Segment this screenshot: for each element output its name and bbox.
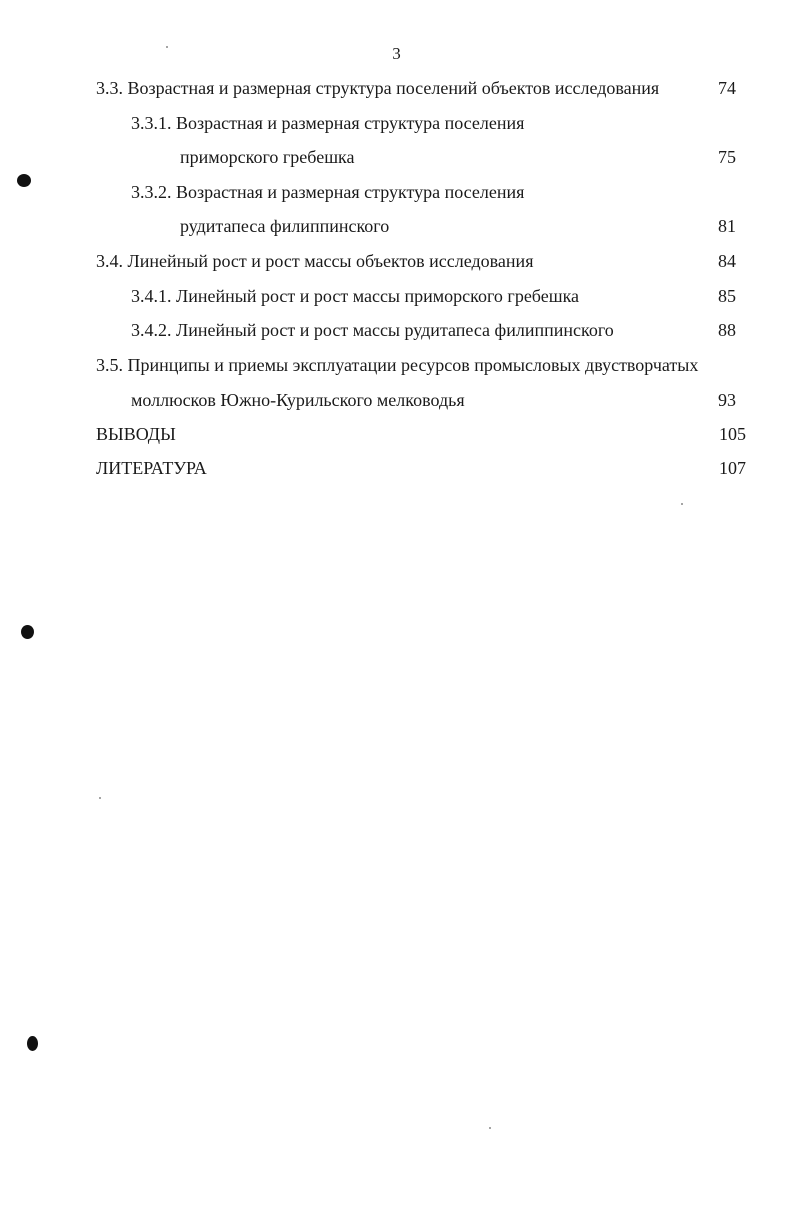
scan-speck	[166, 46, 168, 48]
toc-page-3-4-2: 88	[718, 320, 736, 340]
toc-entry-3-4: 3.4. Линейный рост и рост массы объектов исследования	[96, 251, 534, 271]
toc-entry-3-3-1: 3.3.1. Возрастная и размерная структура поселения	[131, 113, 525, 133]
toc-page-3-4: 84	[718, 251, 736, 271]
toc-page-3-4-1: 85	[718, 286, 736, 306]
scan-blot	[17, 174, 31, 187]
toc-page-3-3-2: 81	[718, 216, 736, 236]
toc-entry-3-4-1: 3.4.1. Линейный рост и рост массы приморского гребешка	[131, 286, 580, 306]
toc-page-conclusions: 105	[719, 424, 746, 444]
toc-entry-literature: ЛИТЕРАТУРА	[96, 458, 207, 478]
toc-entry-3-4-2: 3.4.2. Линейный рост и рост массы рудитапеса филиппинского	[131, 320, 614, 340]
toc-entry-3-3-2-cont: рудитапеса филиппинского	[180, 216, 390, 236]
toc-page-3-5: 93	[718, 390, 736, 410]
toc-page-3-3-1: 75	[718, 147, 736, 167]
scan-blot	[27, 1036, 38, 1051]
scan-speck	[99, 797, 101, 799]
toc-entry-conclusions: ВЫВОДЫ	[96, 424, 176, 444]
scan-blot	[21, 625, 34, 639]
page-number: 3	[392, 44, 401, 63]
toc-page-literature: 107	[719, 458, 746, 478]
toc-entry-3-5: 3.5. Принципы и приемы эксплуатации ресурсов промысловых двустворчатых	[96, 355, 699, 375]
scan-speck	[681, 503, 683, 505]
toc-entry-3-3-2: 3.3.2. Возрастная и размерная структура поселения	[131, 182, 525, 202]
scan-speck	[489, 1127, 491, 1129]
toc-entry-3-3-1-cont: приморского гребешка	[180, 147, 355, 167]
toc-entry-3-5-cont: моллюсков Южно-Курильского мелководья	[131, 390, 465, 410]
toc-entry-3-3: 3.3. Возрастная и размерная структура поселений объектов исследования	[96, 78, 660, 98]
toc-page-3-3: 74	[718, 78, 736, 98]
